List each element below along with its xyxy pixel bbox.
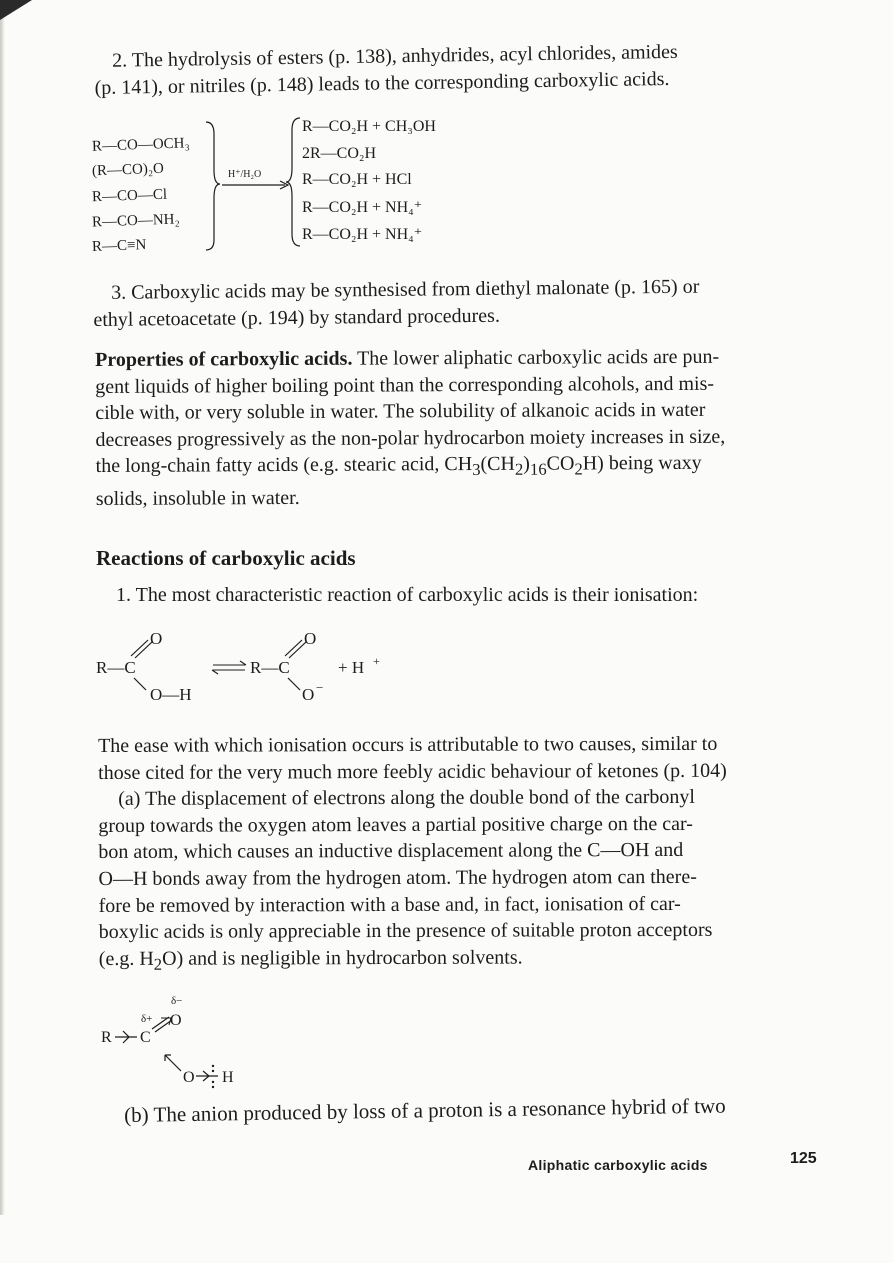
subscript: 2 xyxy=(153,954,163,974)
text-line: ethyl acetoacetate (p. 194) by standard procedures. xyxy=(93,304,500,331)
delta-plus-label: δ+ xyxy=(141,1013,153,1025)
reactant-amide: R—CO—NH₂ xyxy=(91,211,180,231)
text-line: solids, insoluble in water. xyxy=(95,486,300,510)
product-two-acids: 2R—CO₂H xyxy=(302,145,377,162)
reactant-nitrile: R—C≡N xyxy=(91,237,147,255)
text-line: those cited for the very much more feebly acidic behaviour of ketones (p. 104) xyxy=(98,759,727,784)
proton: + H xyxy=(338,658,365,677)
reactant-anhydride: (R—CO)₂O xyxy=(91,160,165,180)
hydrolysis-paragraph xyxy=(94,37,765,101)
ease-paragraph xyxy=(98,730,819,978)
product-methanol: R—CO₂H + CH₃OH xyxy=(302,118,436,135)
text-segment: (CH xyxy=(480,453,515,476)
reagent-label: H⁺/H₂O xyxy=(228,169,262,180)
product-ammonium-2: R—CO₂H + NH₄⁺ xyxy=(302,226,423,243)
page-edge-shadow xyxy=(0,0,5,1215)
subscript: 2 xyxy=(574,459,583,479)
reactions-heading: Reactions of carboxylic acids xyxy=(96,546,356,570)
malonate-paragraph xyxy=(93,273,794,334)
text-line: 2. The hydrolysis of esters (p. 138), anhydrides, acyl chlorides, amides xyxy=(112,40,678,72)
anion-charge: − xyxy=(316,680,324,695)
text-segment: CO xyxy=(546,452,575,476)
scheme-brackets-arrow xyxy=(200,112,310,262)
text-line: 3. Carboxylic acids may be synthesised from diethyl malonate (p. 165) or xyxy=(111,275,700,304)
text-line xyxy=(96,450,816,486)
proton-charge: + xyxy=(373,654,380,668)
hydrogen-label: H xyxy=(222,1069,234,1086)
text-line: gent liquids of higher boiling point than the corresponding alcohols, and mis- xyxy=(95,372,715,398)
ionisation-intro: 1. The most characteristic reaction of carboxylic acids is their ionisation: xyxy=(116,584,699,606)
text-line xyxy=(99,943,819,978)
text-line: The ease with which ionisation occurs is attributable to two causes, similar to xyxy=(98,732,718,757)
acid-hydroxyl: O—H xyxy=(150,685,192,704)
anion-r-c: R—C xyxy=(250,658,290,677)
r-group-label: R xyxy=(101,1029,112,1046)
running-title: Aliphatic carboxylic acids xyxy=(528,1157,708,1173)
text-segment: the long-chain fatty acids (e.g. stearic acid, CH xyxy=(95,453,473,478)
text-segment: O) and is negligible in hydrocarbon solvents. xyxy=(162,946,523,970)
text-line: fore be removed by interaction with a base and, in fact, ionisation of car- xyxy=(98,892,681,917)
ionisation-equation xyxy=(90,620,410,705)
anion-carbonyl-o: O xyxy=(304,629,317,648)
page-corner-fold xyxy=(0,0,32,20)
text-line: (a) The displacement of electrons along the double bond of the carbonyl xyxy=(118,786,695,811)
text-line: group towards the oxygen atom leaves a partial positive charge on the car- xyxy=(98,812,693,837)
page-number: 125 xyxy=(790,1150,817,1167)
text-line: bon atom, which causes an inductive displacement along the C—OH and xyxy=(98,839,684,864)
anion-paragraph: (b) The anion produced by loss of a proton is a resonance hybrid of two xyxy=(124,1093,726,1127)
properties-paragraph xyxy=(95,343,816,512)
properties-text: The lower aliphatic carboxylic acids are pun- xyxy=(352,345,720,370)
delta-minus-label: δ− xyxy=(171,995,183,1007)
subscript: 16 xyxy=(529,460,547,480)
acid-r-c: R—C xyxy=(96,658,136,677)
text-line: O—H bonds away from the hydrogen atom. The hydrogen atom can there- xyxy=(98,865,697,890)
anion-oxygen: O xyxy=(302,685,315,704)
subscript: 3 xyxy=(472,460,481,480)
oxygen-label: O xyxy=(170,1012,182,1029)
polarisation-diagram xyxy=(95,985,275,1090)
text-line xyxy=(95,343,815,373)
hydroxyl-oxygen-label: O xyxy=(183,1069,195,1086)
subscript: 2 xyxy=(514,460,524,480)
text-line: cible with, or very soluble in water. The solubility of alkanoic acids in water xyxy=(95,398,706,425)
reactant-acyl-chloride: R—CO—Cl xyxy=(91,186,168,206)
text-line: (p. 141), or nitriles (p. 148) leads to the corresponding carboxylic acids. xyxy=(94,67,670,99)
properties-heading: Properties of carboxylic acids. xyxy=(95,347,353,371)
text-segment: H) being waxy xyxy=(582,452,702,475)
text-segment: ) xyxy=(523,453,530,476)
carbon-label: C xyxy=(140,1029,151,1046)
product-hcl: R—CO₂H + HCl xyxy=(302,171,412,188)
reactant-ester: R—CO—OCH₃ xyxy=(91,135,190,155)
product-ammonium-1: R—CO₂H + NH₄⁺ xyxy=(302,199,423,216)
text-line: decreases progressively as the non-polar hydrocarbon moiety increases in size, xyxy=(95,425,726,451)
text-line: boxylic acids is only appreciable in the presence of suitable proton acceptors xyxy=(98,919,713,944)
acid-carbonyl-o: O xyxy=(150,629,163,648)
text-segment: (e.g. H xyxy=(98,947,154,970)
